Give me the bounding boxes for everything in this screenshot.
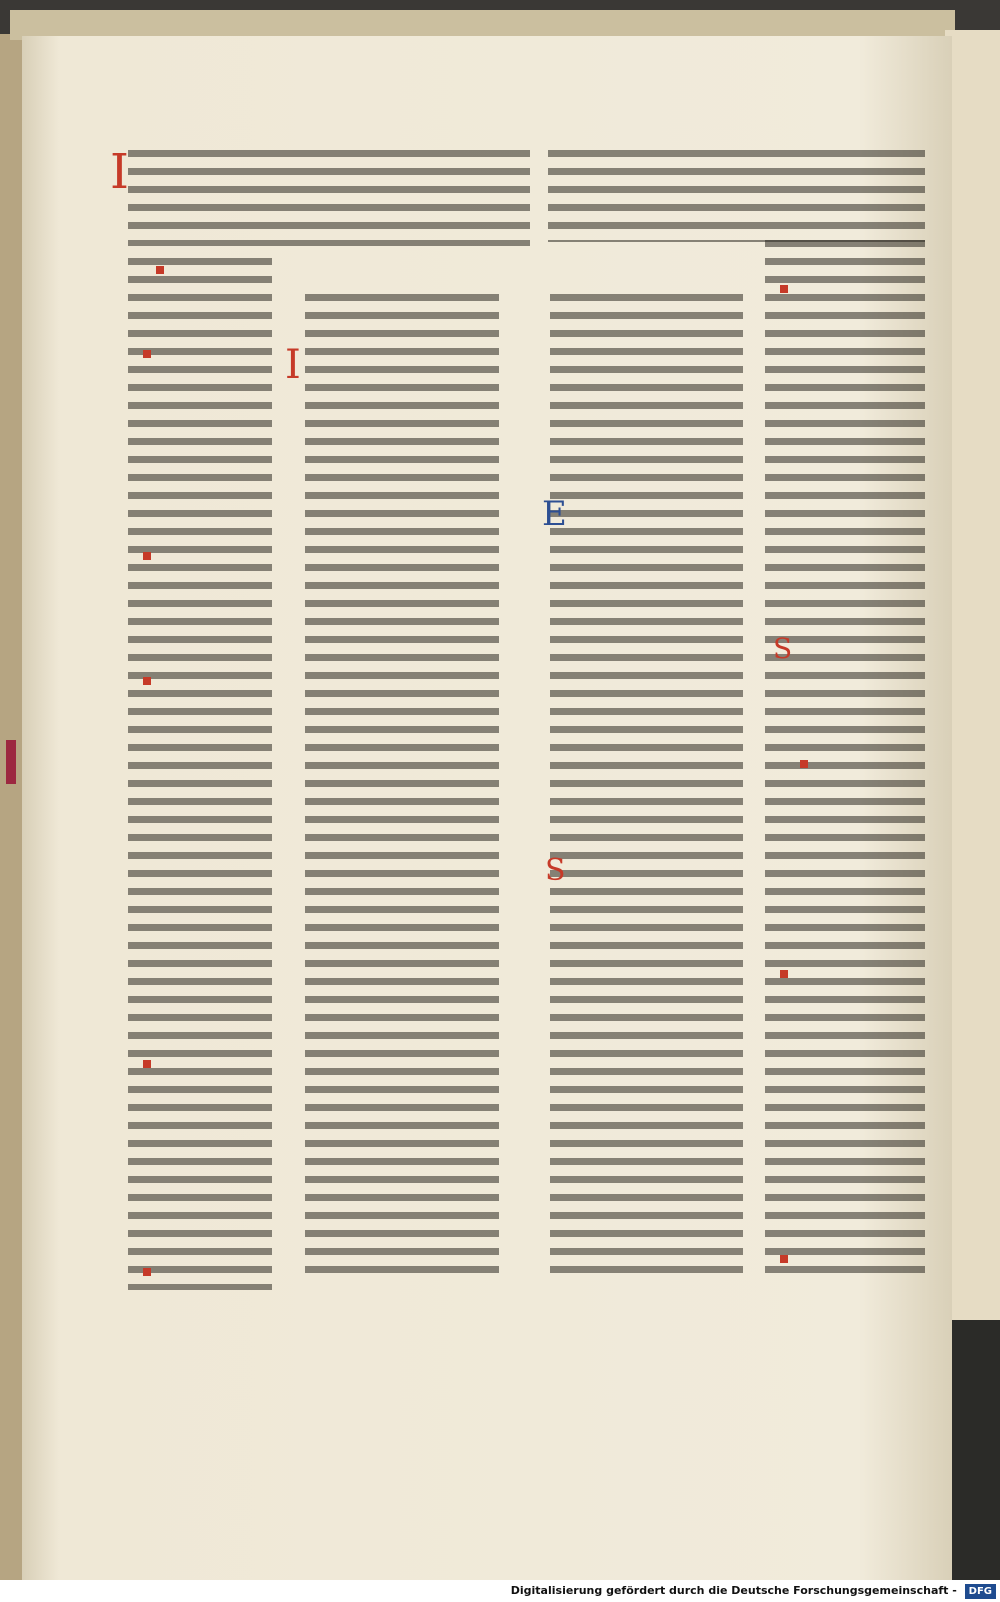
gloss-column-right [765, 230, 925, 1280]
rubric-mark [780, 970, 788, 978]
rubric-mark [143, 350, 151, 358]
rubric-mark [780, 285, 788, 293]
gloss-top-block [128, 150, 530, 246]
page-stack-top [10, 10, 955, 40]
dfg-logo: DFG [965, 1584, 996, 1599]
bookmark-ribbon [6, 740, 16, 784]
right-leaf [945, 30, 1000, 1320]
rubric-mark [143, 677, 151, 685]
rubric-mark [780, 1255, 788, 1263]
gloss-column-left [128, 250, 272, 1290]
text-column-1 [305, 292, 499, 1282]
rubric-mark [143, 552, 151, 560]
credit-text: Digitalisierung gefördert durch die Deutsche Forschungsgemeinschaft - [510, 1584, 957, 1597]
initial-capital-e: E [542, 494, 567, 534]
initial-capital-s: S [545, 853, 566, 888]
initial-capital-s-2: S [773, 632, 793, 665]
digitization-credit [0, 1580, 1000, 1602]
initial-capital-i: I [110, 144, 129, 200]
rubric-mark [800, 760, 808, 768]
text-column-2 [550, 292, 743, 1282]
rubric-mark [143, 1060, 151, 1068]
gloss-top-right [548, 150, 925, 242]
rubric-mark [156, 266, 164, 274]
initial-capital-i-2: I [285, 342, 301, 388]
rubric-mark [143, 1268, 151, 1276]
